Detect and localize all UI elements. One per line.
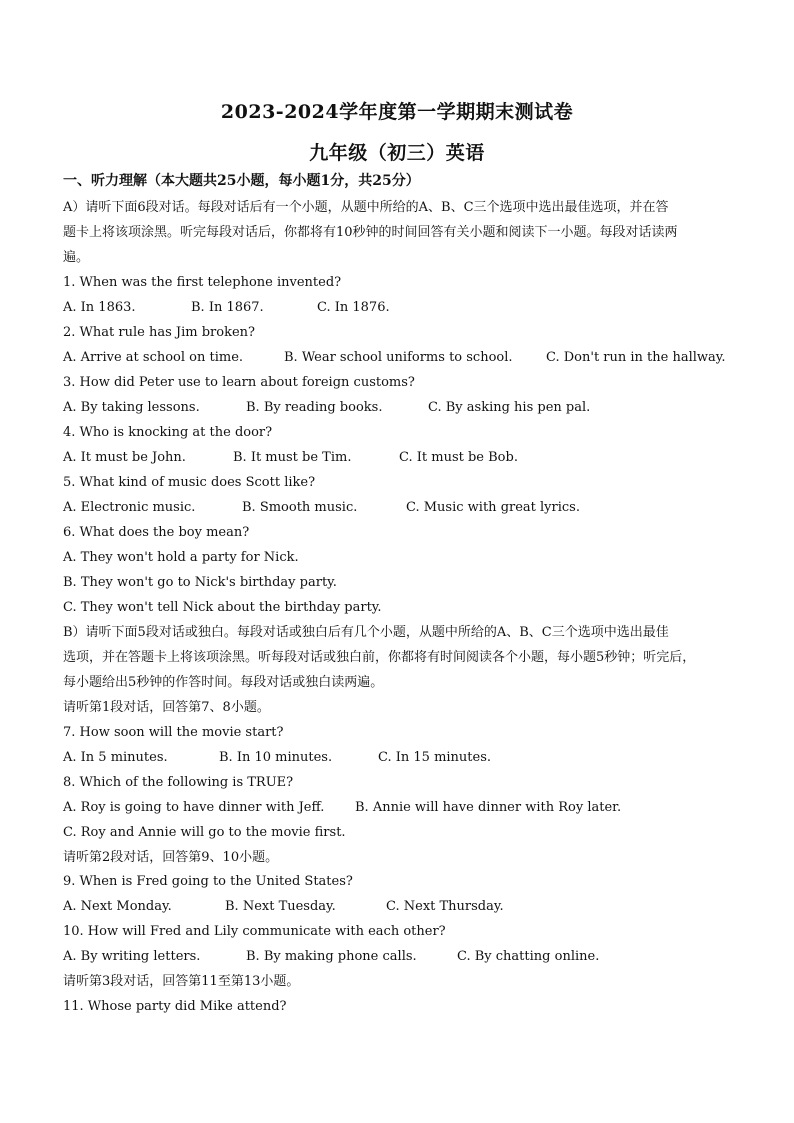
q3-option-a: A. By taking lessons. (63, 400, 200, 415)
part-b-instructions-line-1: B）请听下面5段对话或独白。每段对话或独白后有几个小题，从题中所给的A、B、C三个选项中选出最佳 (63, 625, 669, 640)
q9-option-c: C. Next Thursday. (386, 899, 504, 914)
q8-option-b: B. Annie will have dinner with Roy later. (355, 800, 622, 815)
question-11: 11. Whose party did Mike attend? (63, 999, 287, 1014)
q9-option-a: A. Next Monday. (63, 899, 172, 914)
section-heading: 一、听力理解（本大题共25小题，每小题1分，共25分） (63, 173, 420, 189)
q5-option-a: A. Electronic music. (63, 500, 196, 515)
part-a-instructions-line-3: 遍。 (63, 250, 90, 265)
q1-option-a: A. In 1863. (63, 300, 136, 315)
q8-option-c: C. Roy and Annie will go to the movie first. (63, 825, 346, 840)
dialog-3-note: 请听第3段对话，回答第11至第13小题。 (63, 974, 300, 989)
page-title: 2023-2024学年度第一学期期末测试卷 (220, 101, 574, 123)
q2-option-b: B. Wear school uniforms to school. (284, 350, 513, 365)
q4-option-b: B. It must be Tim. (233, 450, 352, 465)
q7-option-b: B. In 10 minutes. (219, 750, 333, 765)
question-2: 2. What rule has Jim broken? (63, 325, 255, 340)
q2-option-c: C. Don't run in the hallway. (546, 350, 726, 365)
question-4: 4. Who is knocking at the door? (63, 425, 273, 440)
q8-option-a: A. Roy is going to have dinner with Jeff. (63, 800, 325, 815)
q6-option-b: B. They won't go to Nick's birthday party. (63, 575, 337, 590)
q3-option-c: C. By asking his pen pal. (428, 400, 591, 415)
question-10: 10. How will Fred and Lily communicate with each other? (63, 924, 446, 939)
dialog-1-note: 请听第1段对话，回答第7、8小题。 (63, 700, 270, 715)
q6-option-a: A. They won't hold a party for Nick. (63, 550, 299, 565)
q10-option-a: A. By writing letters. (63, 949, 201, 964)
question-5: 5. What kind of music does Scott like? (63, 475, 316, 490)
part-b-instructions-line-3: 每小题给出5秒钟的作答时间。每段对话或独白读两遍。 (63, 675, 384, 690)
q1-option-b: B. In 1867. (191, 300, 264, 315)
question-7: 7. How soon will the movie start? (63, 725, 284, 740)
dialog-2-note: 请听第2段对话，回答第9、10小题。 (63, 850, 279, 865)
q9-option-b: B. Next Tuesday. (225, 899, 336, 914)
question-3: 3. How did Peter use to learn about foreign customs? (63, 375, 415, 390)
q10-option-b: B. By making phone calls. (246, 949, 417, 964)
q7-option-a: A. In 5 minutes. (63, 750, 168, 765)
part-a-instructions-line-2: 题卡上将该项涂黑。听完每段对话后，你都将有10秒钟的时间回答有关小题和阅读下一小题。每段对话读两 (63, 225, 678, 240)
question-9: 9. When is Fred going to the United States? (63, 874, 353, 889)
page-subtitle: 九年级（初三）英语 (309, 142, 485, 164)
question-1: 1. When was the first telephone invented? (63, 275, 342, 290)
q5-option-c: C. Music with great lyrics. (406, 500, 580, 515)
q1-option-c: C. In 1876. (317, 300, 390, 315)
question-8: 8. Which of the following is TRUE? (63, 775, 294, 790)
part-b-instructions-line-2: 选项，并在答题卡上将该项涂黑。听每段对话或独白前，你都将有时间阅读各个小题，每小题5秒钟；听完后， (63, 650, 696, 665)
q4-option-c: C. It must be Bob. (399, 450, 518, 465)
q3-option-b: B. By reading books. (246, 400, 383, 415)
question-6: 6. What does the boy mean? (63, 525, 250, 540)
q6-option-c: C. They won't tell Nick about the birthday party. (63, 600, 382, 615)
q10-option-c: C. By chatting online. (457, 949, 600, 964)
q5-option-b: B. Smooth music. (242, 500, 358, 515)
q4-option-a: A. It must be John. (63, 450, 186, 465)
q7-option-c: C. In 15 minutes. (378, 750, 492, 765)
part-a-instructions-line-1: A）请听下面6段对话。每段对话后有一个小题，从题中所给的A、B、C三个选项中选出最佳选项，并在答 (63, 200, 669, 215)
q2-option-a: A. Arrive at school on time. (63, 350, 244, 365)
